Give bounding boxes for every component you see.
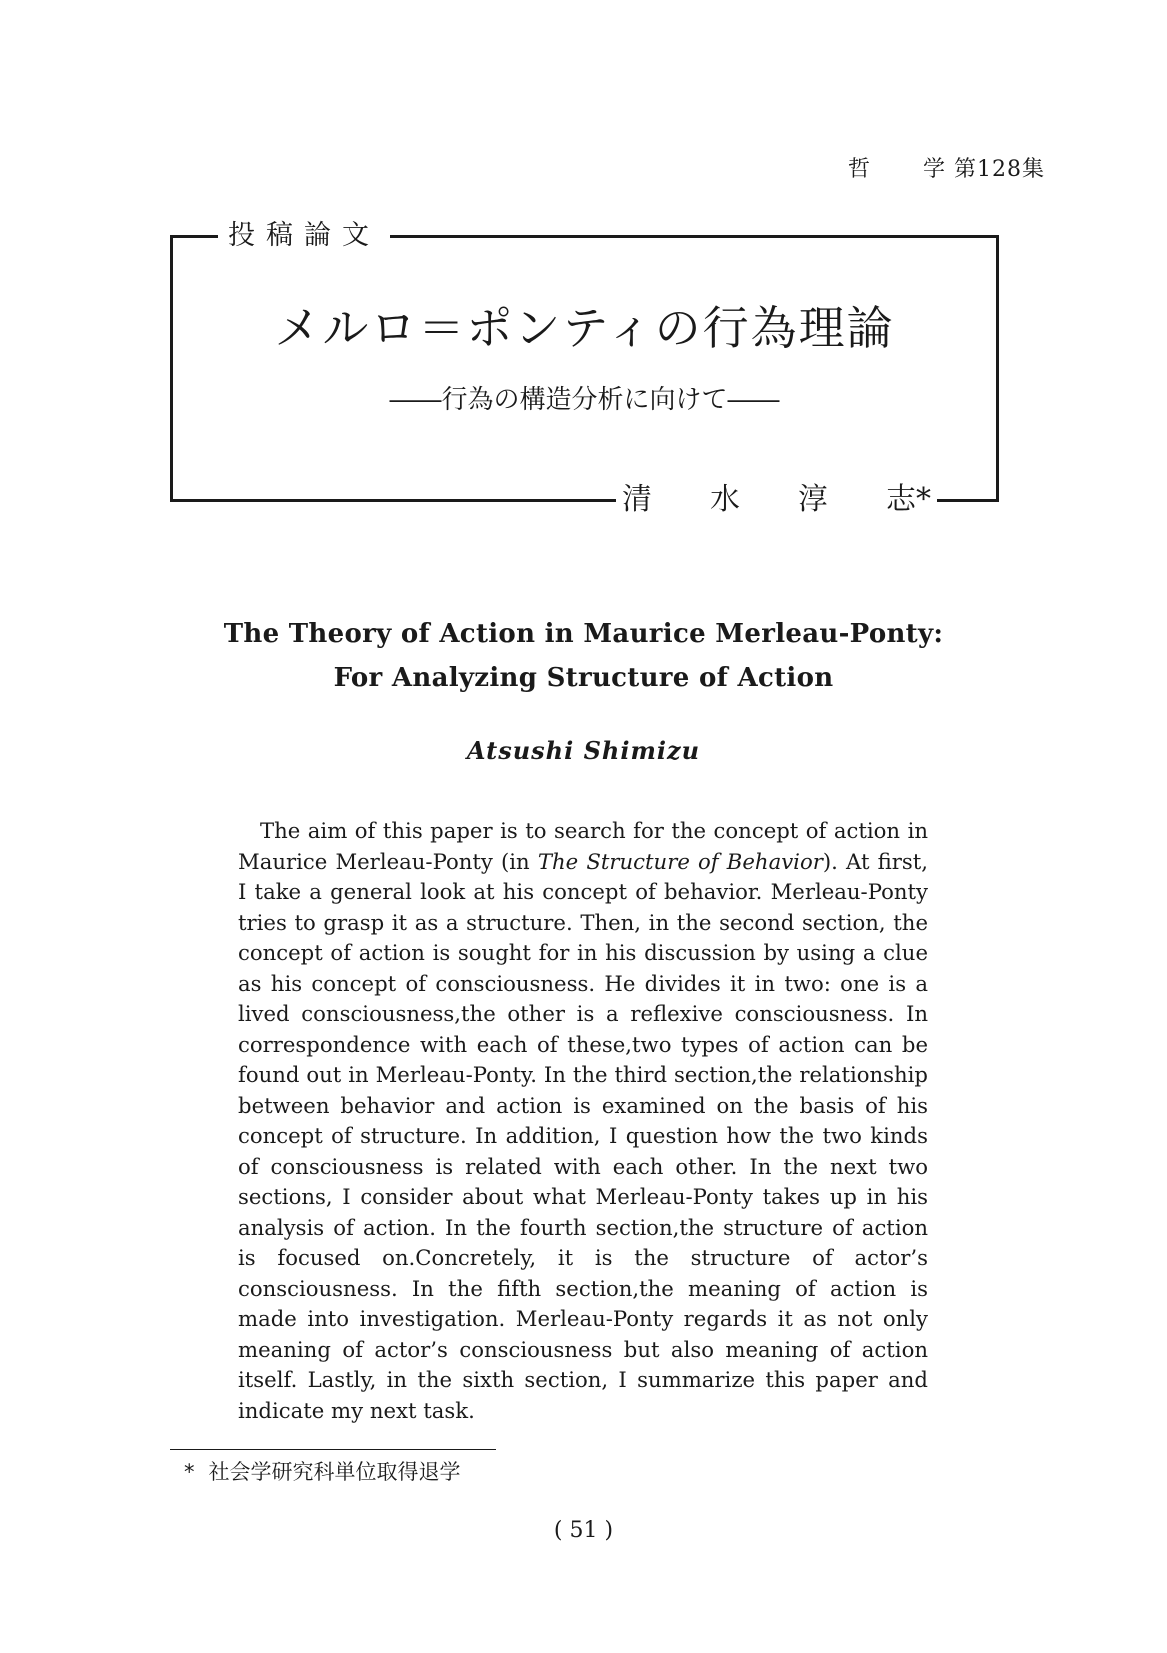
abstract-text: ). At first, I take a general look at his concept of behavior. Merleau-Ponty tries to grasp it as a structure. Then, in the second section, the concept of action is sought for in his discussion by using a clue as his concept of consciousness. He divides it in two: one is a lived consciousness,the other is a reflexive consciousness. In correspondence with each of these,two types of action can be found out in Merleau-Ponty. In the third section,the relationship between behavior and action is examined on the basis of his concept of structure. In addition, I question how the two kinds of consciousness is related with each other. In the next two sections, I consider about what Merleau-Ponty takes up in his analysis of action. In the fourth section,the structure of action is focused on.Concretely, it is the structure of actor’s consciousness. In the fifth section,the meaning of action is made into investigation. Merleau-Ponty regards it as not only meaning of actor’s consciousness but also meaning of action itself. Lastly, in the sixth section, I summarize this paper and indicate my next task.: [238, 848, 929, 1423]
footnote-mark: *: [184, 1460, 195, 1484]
english-title: [0, 612, 1167, 700]
book-title: The Structure of Behavior: [537, 848, 823, 874]
footnote-rule: [170, 1449, 496, 1450]
abstract-paragraph: [238, 816, 928, 1426]
journal-header: [848, 152, 1045, 183]
english-title-line: For Analyzing Structure of Action: [333, 663, 834, 693]
section-label: 投稿論文: [218, 214, 390, 258]
japanese-subtitle: ――行為の構造分析に向けて――: [389, 385, 780, 415]
footnote: [184, 1456, 461, 1486]
abstract-text: The aim of this paper is to search for the concept of action in Maurice Merleau-Ponty (in: [238, 818, 928, 874]
journal-name-left: 哲: [847, 157, 871, 182]
japanese-title: メルロ＝ポンティの行為理論: [274, 301, 895, 355]
author-char: 水: [710, 482, 740, 517]
english-title-line: The Theory of Action in Maurice Merleau-Ponty:: [223, 619, 944, 649]
footnote-text: 社会学研究科単位取得退学: [208, 1460, 461, 1484]
author-char: 清: [622, 482, 652, 517]
journal-name-right: 学 第128集: [923, 157, 1045, 182]
author-char: 淳: [798, 482, 828, 517]
title-box: [170, 237, 999, 499]
page-number: ( 51 ): [553, 1518, 614, 1543]
english-author: Atsushi Shimizu: [466, 736, 701, 765]
abstract: [238, 816, 928, 1426]
author-char: 志*: [886, 482, 931, 517]
japanese-author: [616, 480, 937, 520]
